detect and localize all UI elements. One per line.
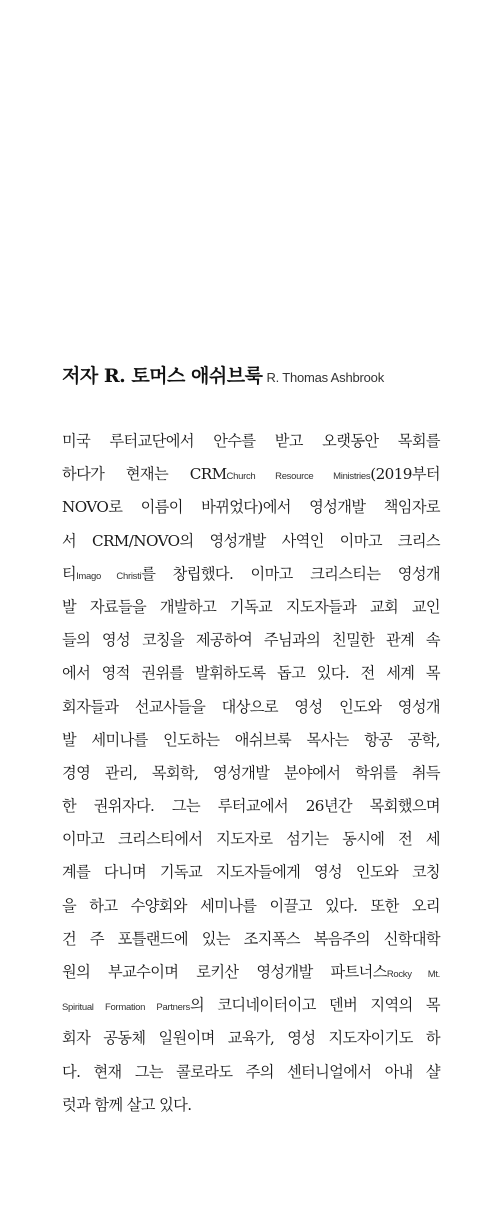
author-biography (62, 425, 440, 1122)
bio-text: 계를 다니며 기독교 지도자들에게 영성 인도와 코칭 (62, 863, 440, 882)
bio-line (62, 1089, 440, 1122)
bio-text: 원의 부교수이며 로키산 영성개발 파트너스 (62, 963, 387, 981)
bio-line (62, 890, 440, 923)
bio-line (62, 425, 440, 458)
bio-text: 하다가 현재는 CRM (62, 465, 227, 484)
bio-text: 미국 루터교단에서 안수를 받고 오랫동안 목회를 (62, 432, 440, 450)
bio-english-term: Church Resource Ministries (226, 471, 371, 483)
bio-line (62, 856, 440, 889)
bio-text: 이마고 크리스티에서 지도자로 섬기는 동시에 전 세 (62, 830, 440, 849)
bio-line (62, 823, 440, 856)
bio-text: 의 코디네이터이고 덴버 지역의 목 (189, 996, 440, 1015)
bio-line (62, 1056, 440, 1089)
bio-line (62, 724, 440, 757)
bio-english-term: Spiritual Formation Partners (62, 1002, 190, 1014)
bio-line (62, 989, 440, 1022)
author-label: 저자 R. 토머스 애쉬브룩 (62, 365, 263, 387)
bio-text: 들의 영성 코칭을 제공하여 주님과의 친밀한 관계 속 (62, 631, 440, 650)
bio-line (62, 1022, 440, 1055)
bio-text: 을 하고 수양회와 세미나를 이끌고 있다. 또한 오리 (62, 896, 440, 915)
bio-text: 건 주 포틀랜드에 있는 조지폭스 복음주의 신학대학 (62, 929, 440, 948)
bio-line (62, 458, 440, 491)
bio-text: 회자 공동체 일원이며 교육가, 영성 지도자이기도 하 (62, 1029, 440, 1048)
bio-text: 럿과 함께 살고 있다. (62, 1095, 192, 1114)
bio-text: 회자들과 선교사들을 대상으로 영성 인도와 영성개 (62, 697, 440, 716)
bio-text: 발 자료들을 개발하고 기독교 지도자들과 교회 교인 (62, 597, 440, 616)
bio-text: 에서 영적 권위를 발휘하도록 돕고 있다. 전 세계 목 (62, 664, 440, 683)
bio-text: 한 권위자다. 그는 루터교에서 26년간 목회했으며 (62, 797, 440, 816)
bio-text: 발 세미나를 인도하는 애쉬브룩 목사는 항공 공학, (62, 730, 440, 749)
bio-text: 다. 현재 그는 콜로라도 주의 센터니얼에서 아내 샬 (62, 1062, 440, 1081)
bio-line (62, 956, 440, 989)
author-heading (62, 362, 482, 392)
bio-line (62, 757, 440, 790)
bio-text: 경영 관리, 목회학, 영성개발 분야에서 학위를 취득 (62, 763, 440, 782)
bio-text: 서 CRM/NOVO의 영성개발 사역인 이마고 크리스 (62, 531, 440, 550)
author-english-name: R. Thomas Ashbrook (266, 370, 384, 385)
bio-line (62, 491, 440, 524)
bio-line (62, 691, 440, 724)
bio-text: 를 창립했다. 이마고 크리스티는 영성개 (141, 564, 441, 583)
bio-line (62, 657, 440, 690)
bio-text: NOVO로 이름이 바뀌었다)에서 영성개발 책임자로 (62, 498, 440, 517)
bio-line (62, 624, 440, 657)
bio-line (62, 558, 440, 591)
bio-english-term: Rocky Mt. (386, 969, 440, 980)
bio-line (62, 525, 440, 558)
bio-text: 티 (62, 564, 77, 583)
bio-english-term: Imago Christi (76, 570, 142, 582)
bio-line (62, 591, 440, 624)
bio-line (62, 923, 440, 956)
bio-text: (2019부터 (370, 465, 440, 484)
bio-line (62, 790, 440, 823)
